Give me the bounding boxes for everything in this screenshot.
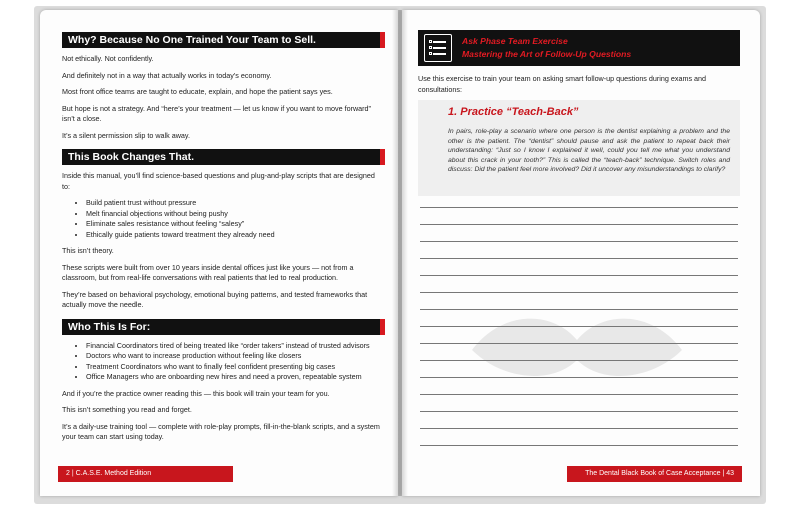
list-item: • Treatment Coordinators who want to finally feel confident presenting big cases [86,362,380,373]
write-line [420,326,738,327]
left-page [40,10,398,496]
list-item: • Ethically guide patients toward treatment they already need [86,230,380,241]
list-item: • Financial Coordinators tired of being treated like “order takers” instead of trusted advisors [86,341,380,352]
exercise-intro: Use this exercise to train your team on asking smart follow-up questions during exams and consultations: [418,74,707,94]
book-spine [392,10,408,496]
write-line [420,241,738,242]
exercise-title: Ask Phase Team Exercise [462,36,568,46]
bullet-list [62,198,380,240]
practice-heading: 1. Practice “Teach-Back” [448,106,579,118]
exercise-title-banner [418,30,740,66]
write-line [420,224,738,225]
practice-box [418,100,740,196]
paragraph: This isn’t something you read and forget. [62,405,192,414]
section-heading-why: Why? Because No One Trained Your Team to Sell. [62,32,380,48]
paragraph: This isn’t theory. [62,246,114,255]
paragraph: Most front office teams are taught to educate, explain, and hope the patient says yes. [62,87,333,96]
page-footer-right: The Dental Black Book of Case Acceptance | 43 [567,466,742,482]
right-page [402,10,760,496]
list-item: • Build patient trust without pressure [86,198,380,209]
practice-text: In pairs, role-play a scenario where one person is the dentist explaining a problem and the other is the patient. The “dentist” should pause and ask the patient to repeat back their understanding: “Just so I know I explained it well, could you tell me what you understand about this crack in your tooth?” This is called the “teach-back” technique. Switch roles and discuss: Did the patient feel more involved? Did it uncover any misunderstandings to clarify? [448,128,730,174]
paragraph: Not ethically. Not confidently. [62,54,154,63]
left-page-content [62,32,380,449]
list-item: • Office Managers who are onboarding new hires and need a proven, repeatable system [86,372,380,383]
write-line [420,394,738,395]
worksheet-icon [424,34,452,62]
write-line [420,292,738,293]
exercise-subtitle: Mastering the Art of Follow-Up Questions [462,49,632,59]
write-line [420,343,738,344]
write-line [420,207,738,208]
paragraph: It’s a daily-use training tool — complete with role-play prompts, fill-in-the-blank scripts, and a system your team can start using today. [62,421,380,441]
bullet-list [62,341,380,383]
write-line [420,377,738,378]
paragraph: And if you’re the practice owner reading this — this book will train your team for you. [62,388,330,398]
page-footer-left: 2 | C.A.S.E. Method Edition [58,466,233,482]
paragraph: Inside this manual, you’ll find science-based questions and plug-and-play scripts that are designed to: [62,171,375,191]
write-line [420,445,738,446]
paragraph: But hope is not a strategy. And “here’s your treatment — let us know if you want to move forward” isn’t a close. [62,103,371,123]
write-line [420,309,738,310]
paragraph: These scripts were built from over 10 years inside dental offices just like yours — not from a classroom, but from real-life conversations with real patients that led to real production. [62,262,354,282]
list-item: • Doctors who want to increase production without feeling like closers [86,351,380,362]
write-line [420,360,738,361]
write-line [420,275,738,276]
write-line [420,411,738,412]
list-item: • Eliminate sales resistance without feeling “salesy” [86,219,380,230]
write-line [420,428,738,429]
section-heading-changes: This Book Changes That. [62,149,380,165]
paragraph: It’s a silent permission slip to walk away. [62,130,190,140]
paragraph: And definitely not in a way that actually works in today’s economy. [62,70,272,80]
list-item: • Melt financial objections without being pushy [86,209,380,220]
write-line [420,258,738,259]
paragraph: They’re based on behavioral psychology, emotional buying patterns, and tested frameworks that actually move the needle. [62,289,368,309]
section-heading-who: Who This Is For: [62,319,380,335]
